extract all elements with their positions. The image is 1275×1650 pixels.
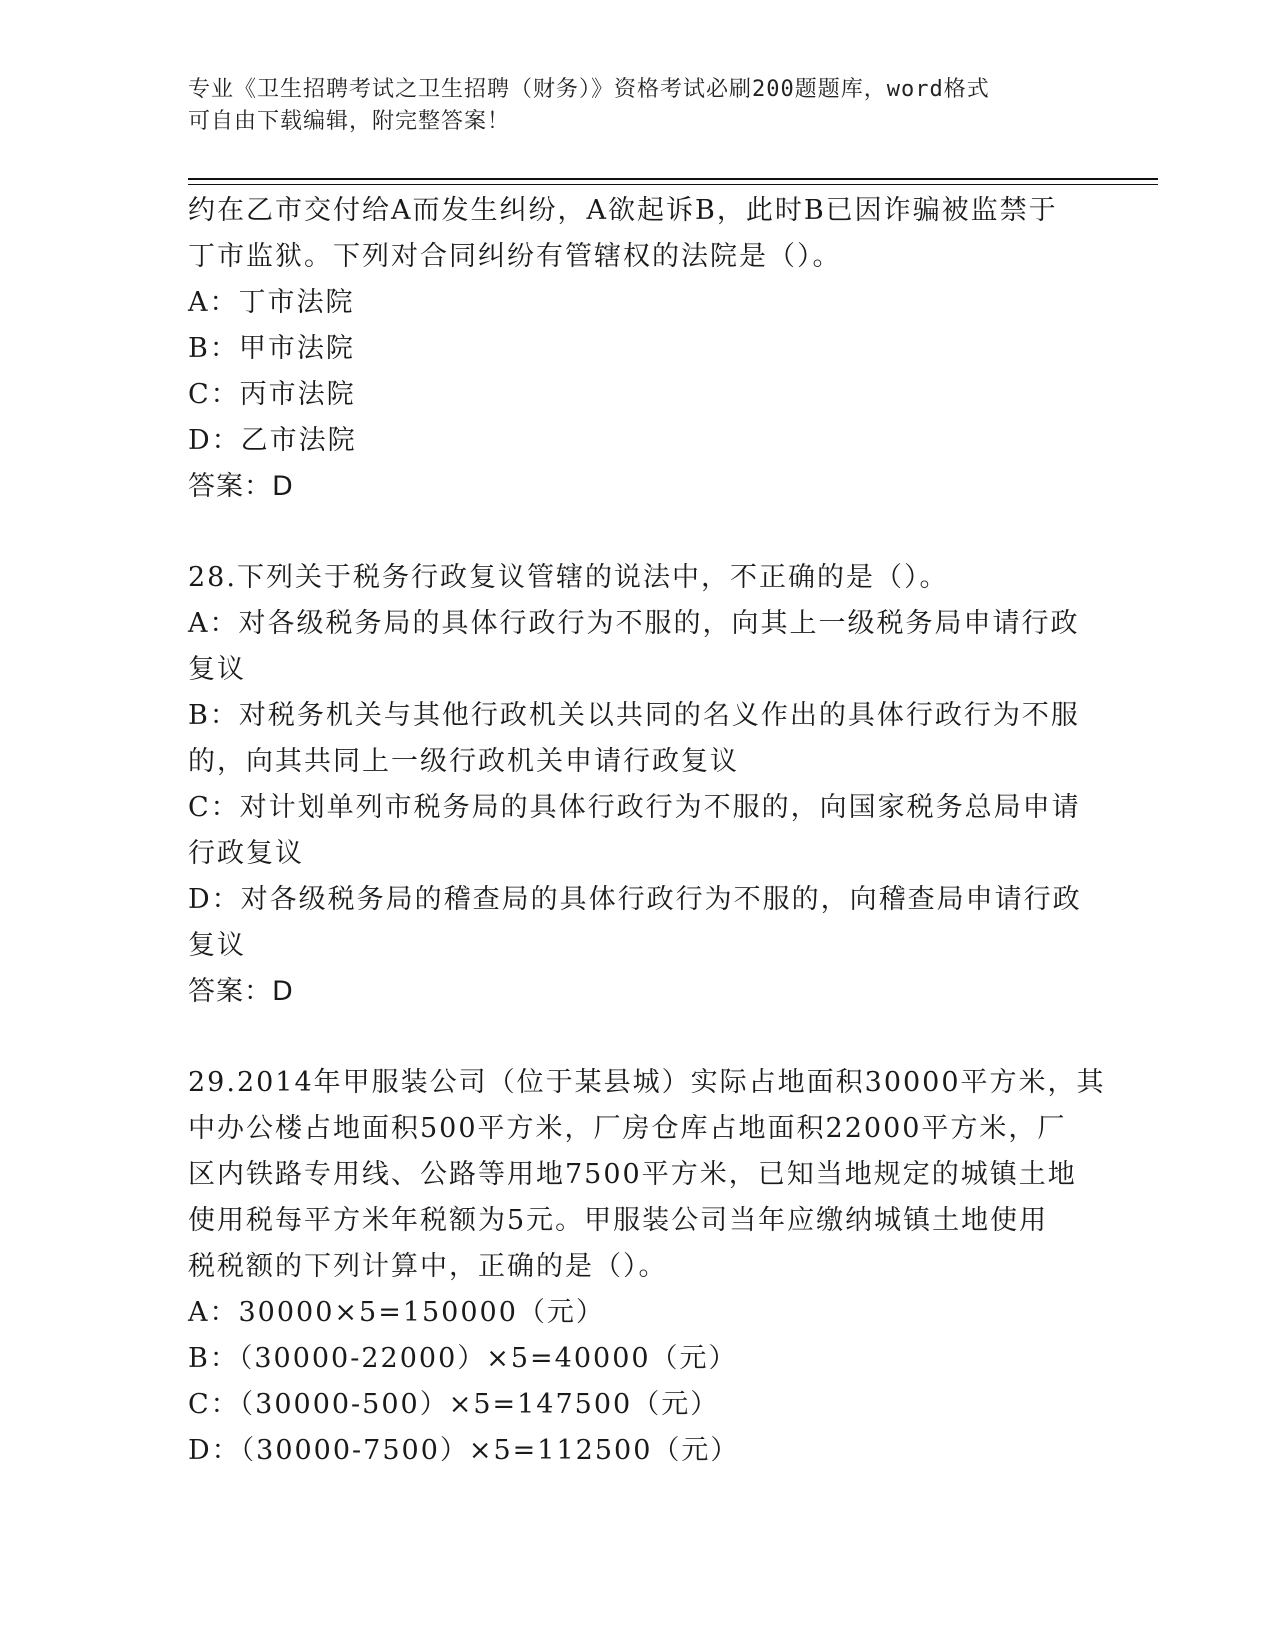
question-stem-line: 28.下列关于税务行政复议管辖的说法中，不正确的是（）。: [188, 562, 949, 593]
question-stem-line: 中办公楼占地面积500平方米，厂房仓库占地面积22000平方米，厂: [188, 1113, 1067, 1144]
option-a: A：丁市法院: [188, 287, 355, 318]
option-text-line: 行政复议: [188, 838, 304, 869]
question-29: [188, 1060, 1106, 1474]
question-spacer: [188, 510, 1088, 555]
option-text-line: 复议: [188, 654, 246, 685]
option-text-line: 的，向其共同上一级行政机关申请行政复议: [188, 746, 739, 777]
answer-line: 答案：D: [188, 976, 294, 1007]
header-title-line-2: 可自由下载编辑，附完整答案！: [188, 109, 511, 134]
document-body: [188, 188, 1106, 1474]
option-b: B：（30000-22000）×5=40000（元）: [188, 1343, 738, 1374]
question-spacer: [188, 1015, 1088, 1060]
option-d: D：乙市法院: [188, 425, 357, 456]
option-d: [188, 877, 1088, 969]
option-b: [188, 693, 1088, 785]
header-title-line-1: 专业《卫生招聘考试之卫生招聘（财务）》资格考试必刷200题题库，word格式: [188, 77, 990, 102]
option-text-line: D：对各级税务局的稽查局的具体行政行为不服的，向稽查局申请行政: [188, 884, 1082, 915]
question-stem-line: 丁市监狱。下列对合同纠纷有管辖权的法院是（）。: [188, 241, 842, 272]
option-text-line: B：对税务机关与其他行政机关以共同的名义作出的具体行政行为不服: [188, 700, 1080, 731]
header-divider-thick: [188, 178, 1158, 180]
option-c: C：丙市法院: [188, 379, 356, 410]
option-c: C：（30000-500）×5=147500（元）: [188, 1389, 720, 1420]
option-d: D：（30000-7500）×5=112500（元）: [188, 1435, 740, 1466]
option-text-line: C：对计划单列市税务局的具体行政行为不服的，向国家税务总局申请: [188, 792, 1081, 823]
question-stem-line: 使用税每平方米年税额为5元。甲服装公司当年应缴纳城镇土地使用: [188, 1205, 1049, 1236]
question-stem-line: 税税额的下列计算中，正确的是（）。: [188, 1251, 668, 1282]
option-a: A：30000×5=150000（元）: [188, 1297, 605, 1328]
header-divider-thin: [188, 184, 1158, 185]
option-b: B：甲市法院: [188, 333, 355, 364]
question-27: [188, 188, 1088, 510]
document-header: [188, 74, 1068, 138]
answer-line: 答案：D: [188, 471, 294, 502]
option-c: [188, 785, 1088, 877]
question-stem-line: 29.2014年甲服装公司（位于某县城）实际占地面积30000平方米，其: [188, 1067, 1106, 1098]
option-text-line: A：对各级税务局的具体行政行为不服的，向其上一级税务局申请行政: [188, 608, 1080, 639]
question-stem-line: 区内铁路专用线、公路等用地7500平方米，已知当地规定的城镇土地: [188, 1159, 1077, 1190]
option-text-line: 复议: [188, 930, 246, 961]
question-28: [188, 555, 1088, 1015]
question-stem-line: 约在乙市交付给A而发生纠纷，A欲起诉B，此时B已因诈骗被监禁于: [188, 195, 1058, 226]
option-a: [188, 601, 1088, 693]
